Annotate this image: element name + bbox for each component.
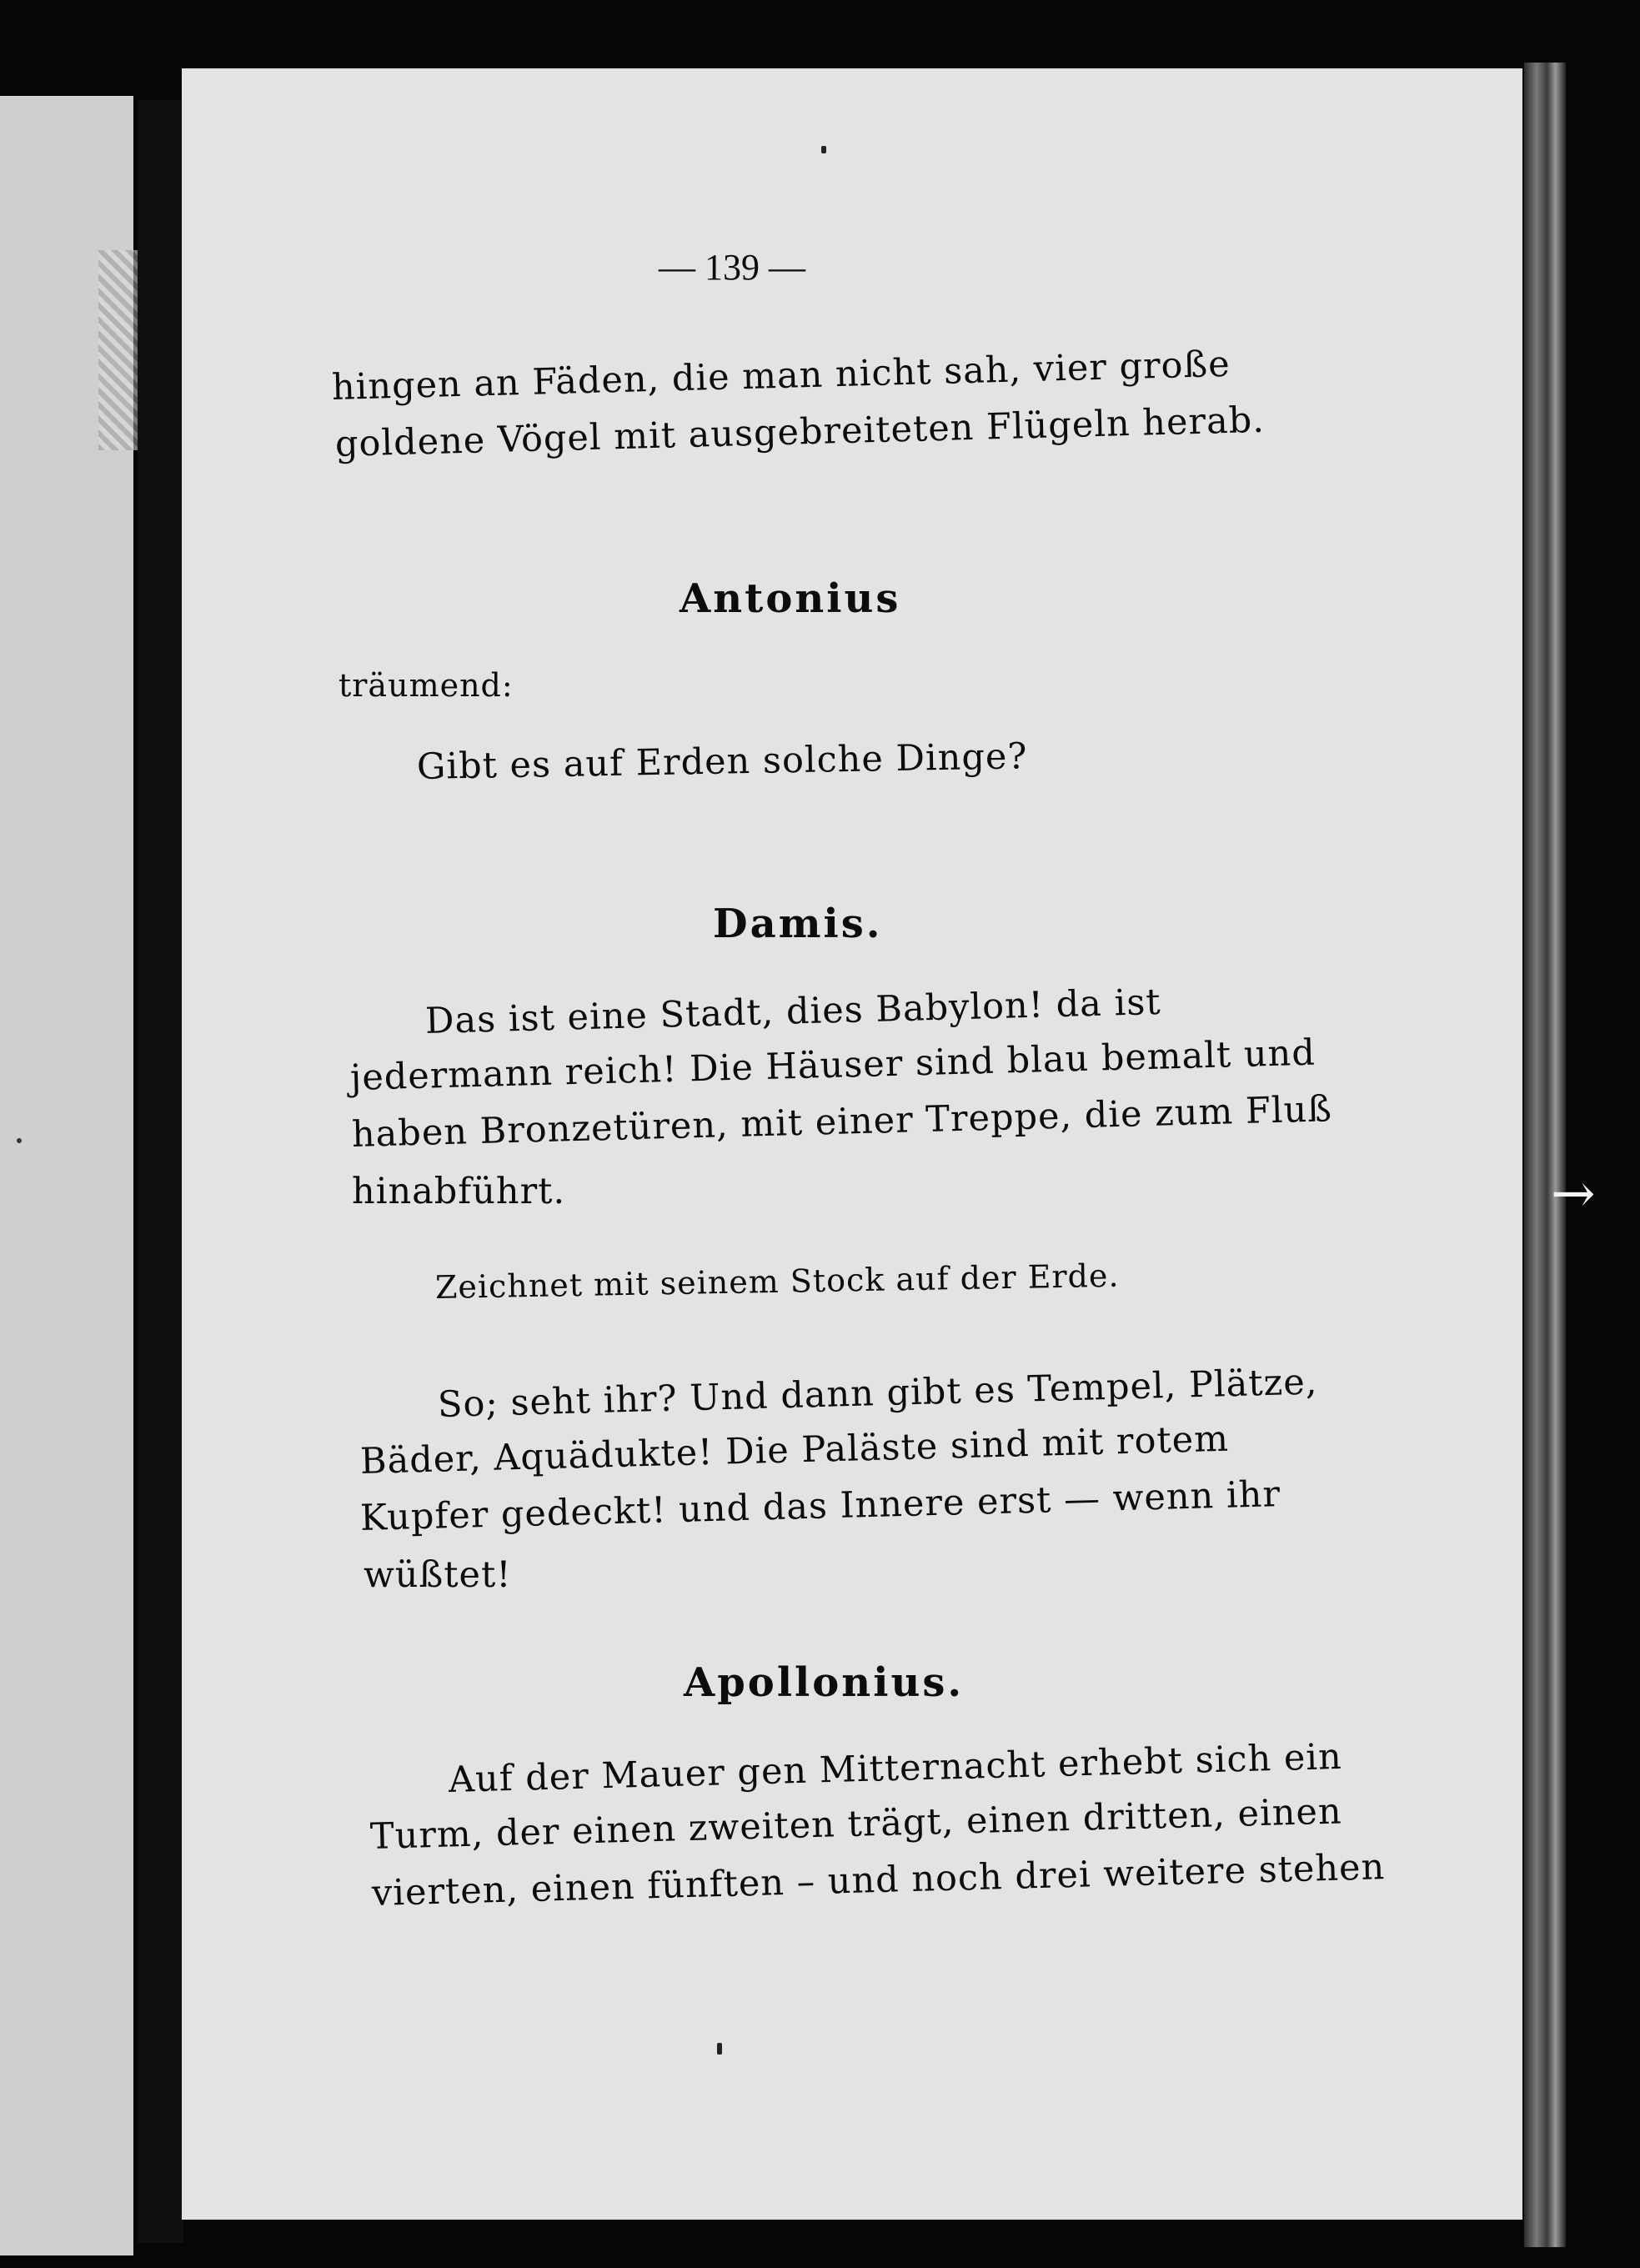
- stage-direction: Zeichnet mit seinem Stock auf der Erde.: [434, 1257, 1120, 1306]
- body-line: haben Bronzetüren, mit einer Treppe, die zum Fluß: [351, 1088, 1333, 1156]
- body-line: Gibt es auf Erden solche Dinge?: [416, 735, 1028, 788]
- body-line: Turm, der einen zweiten trägt, einen dritten, einen: [369, 1790, 1343, 1858]
- body-line: Auf der Mauer gen Mitternacht erhebt sich ein: [448, 1735, 1343, 1801]
- page-number: — 139 —: [659, 247, 805, 288]
- speaker-heading: Damis.: [713, 901, 883, 947]
- body-line: wüßtet!: [364, 1554, 512, 1596]
- body-line: hinabführt.: [352, 1171, 566, 1212]
- page-speck: [821, 146, 826, 153]
- right-page-edge: [1524, 63, 1566, 2247]
- body-line: jedermann reich! Die Häuser sind blau bemalt und: [349, 1031, 1317, 1099]
- page-speck: [717, 2043, 722, 2055]
- margin-mark: →: [1551, 1163, 1596, 1225]
- binding-gutter: [138, 100, 183, 2243]
- speaker-heading: Apollonius.: [684, 1659, 965, 1706]
- body-line: vierten, einen fünften – und noch drei weitere stehen: [371, 1846, 1386, 1914]
- left-page-dot: [17, 1138, 22, 1143]
- body-line: Kupfer gedeckt! und das Innere erst — wenn ihr: [359, 1473, 1281, 1539]
- body-line: So; seht ihr? Und dann gibt es Tempel, Plätze,: [437, 1361, 1318, 1426]
- body-line: Das ist eine Stadt, dies Babylon! da ist: [424, 981, 1162, 1042]
- body-line: Bäder, Aquädukte! Die Paläste sind mit rotem: [359, 1418, 1230, 1483]
- body-line: hingen an Fäden, die man nicht sah, vier große: [331, 343, 1231, 409]
- body-line: goldene Vögel mit ausgebreiteten Flügeln herab.: [334, 399, 1266, 465]
- speaker-heading: Antonius: [680, 575, 901, 622]
- stage-direction: träumend:: [339, 667, 514, 704]
